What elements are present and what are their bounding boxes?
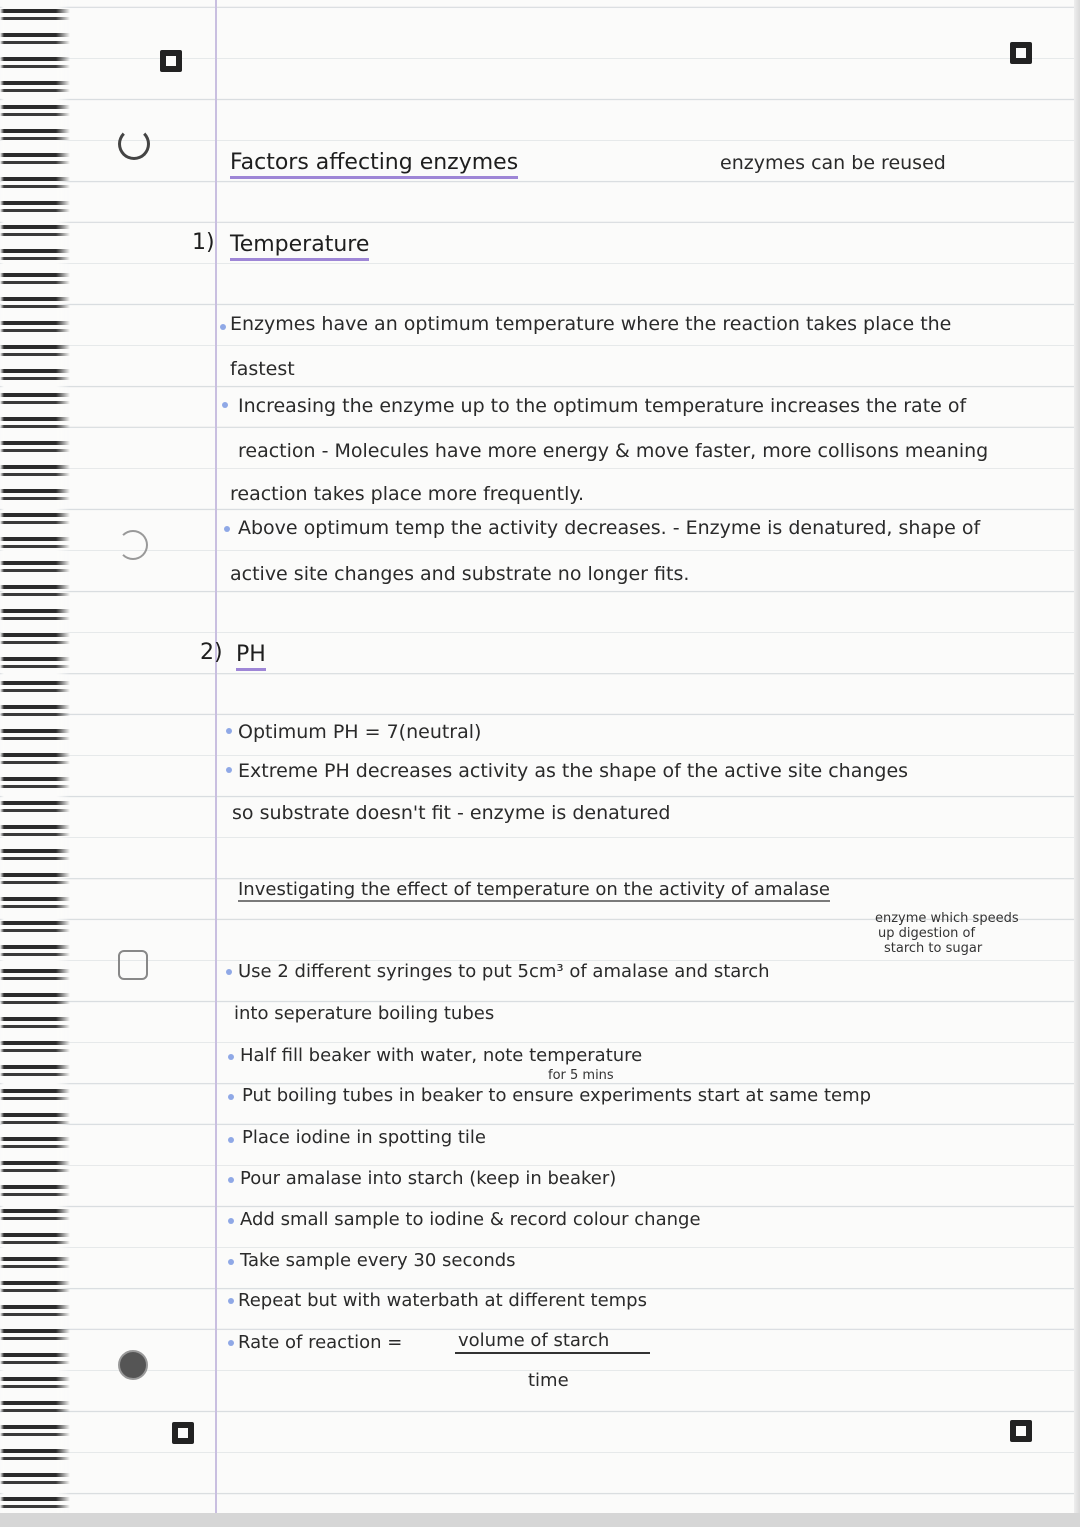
bullet-icon — [228, 1218, 234, 1224]
section-number: 2) — [200, 640, 223, 665]
step-line: Repeat but with waterbath at different temps — [238, 1290, 647, 1311]
note-line: fastest — [230, 358, 295, 380]
section-number: 1) — [192, 230, 215, 255]
bullet-icon — [228, 1340, 234, 1346]
step-note: for 5 mins — [548, 1068, 614, 1083]
note-line: so substrate doesn't fit - enzyme is denatured — [232, 802, 671, 824]
bullet-icon — [222, 402, 228, 408]
bullet-icon — [226, 728, 232, 734]
note-line: reaction takes place more frequently. — [230, 483, 584, 505]
step-line: into seperature boiling tubes — [234, 1003, 495, 1024]
formula-label: Rate of reaction = — [238, 1332, 403, 1353]
formula-denominator: time — [528, 1370, 569, 1391]
punch-hole — [118, 128, 150, 160]
bullet-icon — [228, 1259, 234, 1265]
bullet-icon — [224, 526, 230, 532]
step-line: Place iodine in spotting tile — [242, 1127, 486, 1148]
spiral-binding — [0, 0, 70, 1527]
bullet-icon — [228, 1137, 234, 1143]
step-line: Pour amalase into starch (keep in beaker) — [240, 1168, 617, 1189]
bullet-icon — [228, 1177, 234, 1183]
bullet-icon — [228, 1298, 234, 1304]
bullet-icon — [226, 767, 232, 773]
annotation-line: up digestion of — [878, 926, 976, 941]
formula-numerator: volume of starch — [458, 1330, 610, 1351]
note-line: Extreme PH decreases activity as the shape of the active site changes — [238, 760, 909, 782]
corner-marker-icon — [160, 50, 182, 72]
page-edge-bottom — [0, 1513, 1080, 1527]
note-line: reaction - Molecules have more energy & move faster, more collisons meaning — [238, 440, 989, 462]
bullet-icon — [228, 1094, 234, 1100]
step-line: Put boiling tubes in beaker to ensure experiments start at same temp — [242, 1085, 872, 1106]
note-line: Optimum PH = 7(neutral) — [238, 721, 482, 743]
note-line: Above optimum temp the activity decreases. - Enzyme is denatured, shape of — [238, 517, 981, 539]
step-line: Half fill beaker with water, note temperature — [240, 1045, 643, 1066]
fraction-bar — [455, 1352, 650, 1354]
corner-marker-icon — [172, 1422, 194, 1444]
annotation-line: enzyme which speeds — [875, 911, 1019, 926]
margin-line — [215, 0, 217, 1527]
step-line: Take sample every 30 seconds — [240, 1250, 516, 1271]
section-heading-ph: PH — [236, 642, 266, 671]
punch-hole — [118, 530, 148, 560]
punch-hole — [118, 1350, 148, 1380]
bullet-icon — [228, 1054, 234, 1060]
side-note: enzymes can be reused — [720, 152, 946, 174]
page-title: Factors affecting enzymes — [230, 150, 518, 179]
punch-hole — [118, 950, 148, 980]
section-heading-temperature: Temperature — [230, 232, 369, 261]
annotation-line: starch to sugar — [884, 941, 983, 956]
note-line: Enzymes have an optimum temperature where the reaction takes place the — [230, 313, 952, 335]
investigation-heading: Investigating the effect of temperature on the activity of amalase — [238, 879, 830, 900]
note-line: Increasing the enzyme up to the optimum temperature increases the rate of — [238, 395, 967, 417]
corner-marker-icon — [1010, 42, 1032, 64]
corner-marker-icon — [1010, 1420, 1032, 1442]
bullet-icon — [226, 969, 232, 975]
note-line: active site changes and substrate no longer fits. — [230, 563, 690, 585]
bullet-icon — [220, 324, 226, 330]
page-edge-right — [1074, 0, 1080, 1527]
step-line: Add small sample to iodine & record colour change — [240, 1209, 701, 1230]
step-line: Use 2 different syringes to put 5cm³ of amalase and starch — [238, 961, 770, 982]
